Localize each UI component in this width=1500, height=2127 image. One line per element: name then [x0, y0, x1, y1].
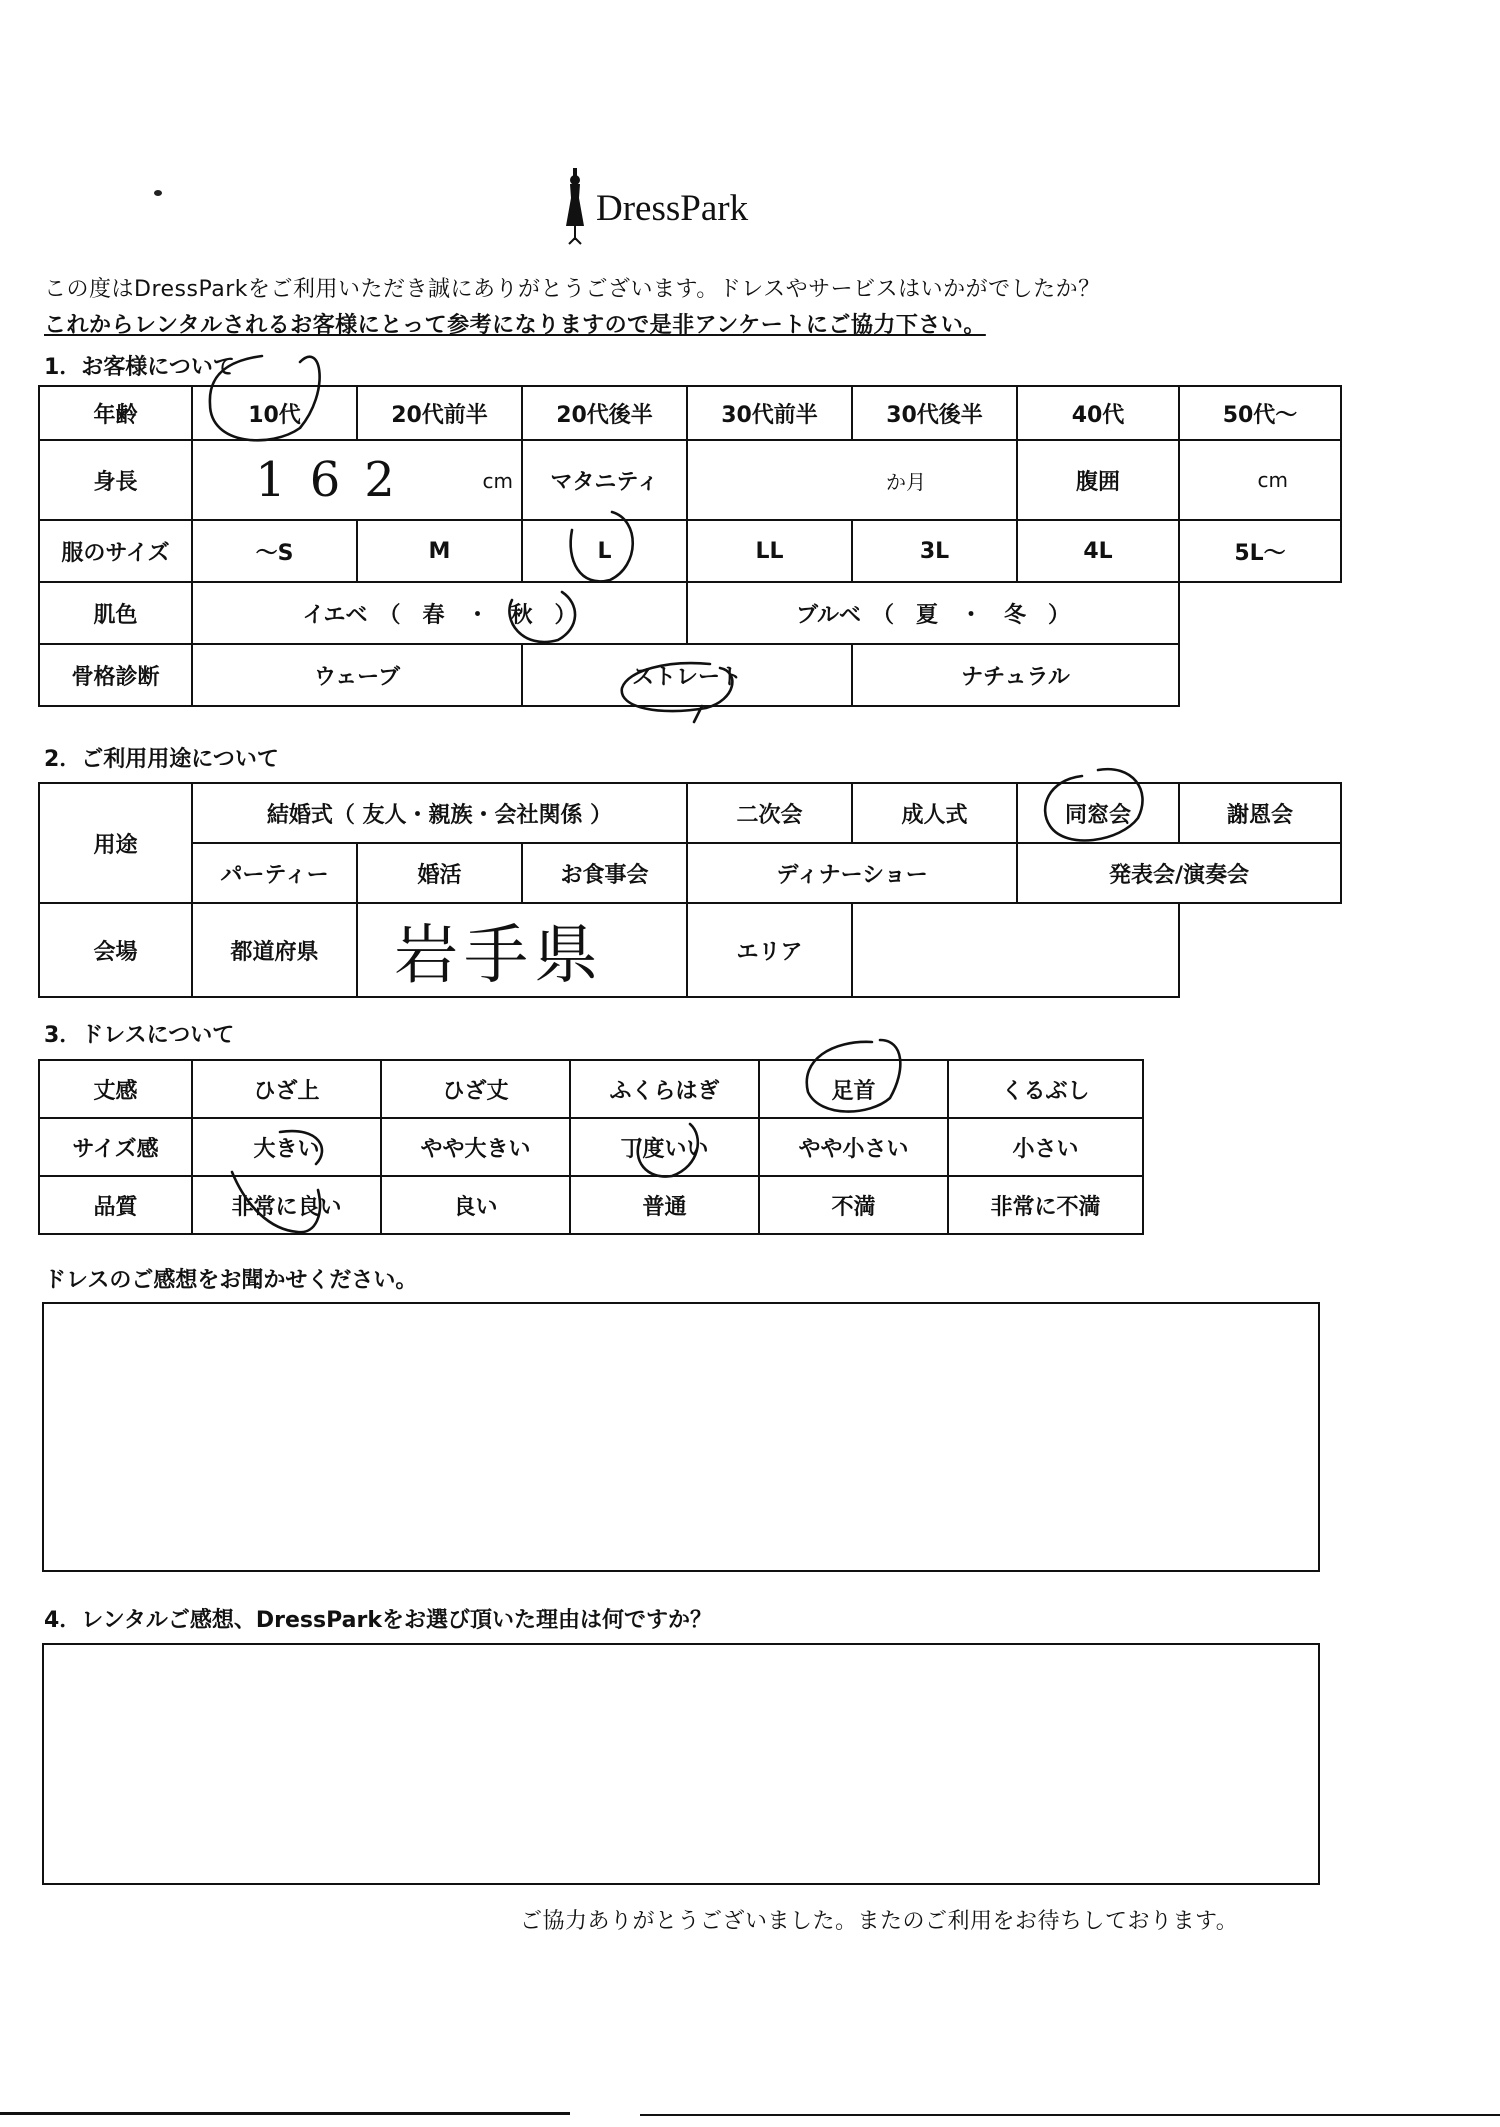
- length-option[interactable]: ふくらはぎ: [570, 1060, 759, 1118]
- height-row: [39, 440, 1341, 520]
- purpose-row-2: [39, 843, 1341, 903]
- length-option[interactable]: ひざ丈: [381, 1060, 570, 1118]
- comment-prompt: ドレスのご感想をお聞かせください。: [44, 1268, 418, 1293]
- customer-table: [38, 385, 1342, 707]
- quality-label: 品質: [39, 1176, 192, 1234]
- skin-blue-base[interactable]: ブルベ （ 夏 ・ 冬 ）: [687, 582, 1179, 644]
- age-option[interactable]: 40代: [1017, 386, 1179, 440]
- length-label: 丈感: [39, 1060, 192, 1118]
- height-unit: cm: [482, 469, 513, 493]
- section1-title: 1．お客様について: [44, 355, 235, 380]
- thanks-message: ご協力ありがとうございました。またのご利用をお待ちしております。: [520, 1909, 1239, 1934]
- quality-option[interactable]: 非常に良い: [192, 1176, 381, 1234]
- dress-table: [38, 1059, 1144, 1235]
- quality-option[interactable]: 普通: [570, 1176, 759, 1234]
- age-option[interactable]: 30代後半: [852, 386, 1017, 440]
- waist-field[interactable]: [1179, 440, 1341, 520]
- quality-option[interactable]: 良い: [381, 1176, 570, 1234]
- venue-row: [39, 903, 1341, 997]
- length-option[interactable]: くるぶし: [948, 1060, 1143, 1118]
- age-row: [39, 386, 1341, 440]
- size-option[interactable]: 4L: [1017, 520, 1179, 582]
- quality-row: [39, 1176, 1143, 1234]
- purpose-option[interactable]: 婚活: [357, 843, 522, 903]
- intro-text: この度はDressParkをご利用いただき誠にありがとうございます。ドレスやサービスはいかがでしたか？: [44, 277, 1101, 302]
- reason-answer-box[interactable]: [42, 1643, 1320, 1885]
- height-field[interactable]: [192, 440, 522, 520]
- maternity-label: マタニティ: [522, 440, 687, 520]
- size-option[interactable]: L: [522, 520, 687, 582]
- purpose-option[interactable]: ディナーショー: [687, 843, 1017, 903]
- fit-option[interactable]: 大きい: [192, 1118, 381, 1176]
- age-option[interactable]: 30代前半: [687, 386, 852, 440]
- waist-label: 腹囲: [1017, 440, 1179, 520]
- scan-edge: [640, 2114, 1500, 2116]
- prefecture-value: 岩手県: [394, 919, 604, 993]
- maternity-unit: か月: [886, 469, 926, 494]
- size-option[interactable]: M: [357, 520, 522, 582]
- age-option[interactable]: 20代後半: [522, 386, 687, 440]
- purpose-option[interactable]: パーティー: [192, 843, 357, 903]
- maternity-field[interactable]: [687, 440, 1017, 520]
- size-option[interactable]: 5L〜: [1179, 520, 1341, 582]
- frame-option[interactable]: ナチュラル: [852, 644, 1179, 706]
- purpose-option[interactable]: お食事会: [522, 843, 687, 903]
- height-label: 身長: [39, 440, 192, 520]
- fit-option[interactable]: 丁度いい: [570, 1118, 759, 1176]
- purpose-option[interactable]: 同窓会: [1017, 783, 1179, 843]
- size-row: [39, 520, 1341, 582]
- prefecture-field[interactable]: [357, 903, 687, 997]
- waist-unit: cm: [1257, 467, 1288, 492]
- fit-option[interactable]: やや大きい: [381, 1118, 570, 1176]
- area-label: エリア: [687, 903, 852, 997]
- length-option[interactable]: ひざ上: [192, 1060, 381, 1118]
- frame-option[interactable]: ストレート: [522, 644, 852, 706]
- size-label: 服のサイズ: [39, 520, 192, 582]
- dress-comment-box[interactable]: [42, 1302, 1320, 1572]
- usage-table: [38, 782, 1342, 998]
- fit-option[interactable]: 小さい: [948, 1118, 1143, 1176]
- size-option[interactable]: LL: [687, 520, 852, 582]
- purpose-option[interactable]: 発表会/演奏会: [1017, 843, 1341, 903]
- skin-row: [39, 582, 1341, 644]
- purpose-option[interactable]: 成人式: [852, 783, 1017, 843]
- scan-speck: [154, 190, 162, 196]
- section4-title: 4．レンタルご感想、DressParkをお選び頂いた理由は何ですか？: [44, 1608, 712, 1633]
- quality-option[interactable]: 非常に不満: [948, 1176, 1143, 1234]
- length-option[interactable]: 足首: [759, 1060, 948, 1118]
- logo: [562, 168, 748, 248]
- length-row: [39, 1060, 1143, 1118]
- dress-icon: [562, 168, 588, 248]
- purpose-row-1: [39, 783, 1341, 843]
- purpose-option[interactable]: 二次会: [687, 783, 852, 843]
- quality-option[interactable]: 不満: [759, 1176, 948, 1234]
- fit-label: サイズ感: [39, 1118, 192, 1176]
- empty-cell: [1179, 903, 1341, 997]
- skin-label: 肌色: [39, 582, 192, 644]
- size-option[interactable]: 3L: [852, 520, 1017, 582]
- age-option[interactable]: 10代: [192, 386, 357, 440]
- size-option[interactable]: 〜S: [192, 520, 357, 582]
- logo-text: DressPark: [596, 187, 749, 229]
- empty-cell: [1179, 644, 1341, 706]
- age-option[interactable]: 50代〜: [1179, 386, 1341, 440]
- skin-yellow-base[interactable]: イエベ （ 春 ・ 秋 ）: [192, 582, 687, 644]
- age-option[interactable]: 20代前半: [357, 386, 522, 440]
- height-value: 162: [255, 452, 419, 508]
- intro-request: これからレンタルされるお客様にとって参考になりますので是非アンケートにご協力下さい。: [44, 313, 986, 338]
- fit-row: [39, 1118, 1143, 1176]
- frame-row: [39, 644, 1341, 706]
- area-field[interactable]: [852, 903, 1179, 997]
- frame-option[interactable]: ウェーブ: [192, 644, 522, 706]
- prefecture-label: 都道府県: [192, 903, 357, 997]
- empty-cell: [1179, 582, 1341, 644]
- frame-label: 骨格診断: [39, 644, 192, 706]
- purpose-option[interactable]: 結婚式（ 友人・親族・会社関係 ）: [192, 783, 687, 843]
- scan-edge: [0, 2112, 570, 2115]
- fit-option[interactable]: やや小さい: [759, 1118, 948, 1176]
- section2-title: 2．ご利用用途について: [44, 747, 279, 772]
- purpose-option[interactable]: 謝恩会: [1179, 783, 1341, 843]
- venue-label: 会場: [39, 903, 192, 997]
- section3-title: 3．ドレスについて: [44, 1023, 235, 1048]
- age-label: 年齢: [39, 386, 192, 440]
- purpose-label: 用途: [39, 783, 192, 903]
